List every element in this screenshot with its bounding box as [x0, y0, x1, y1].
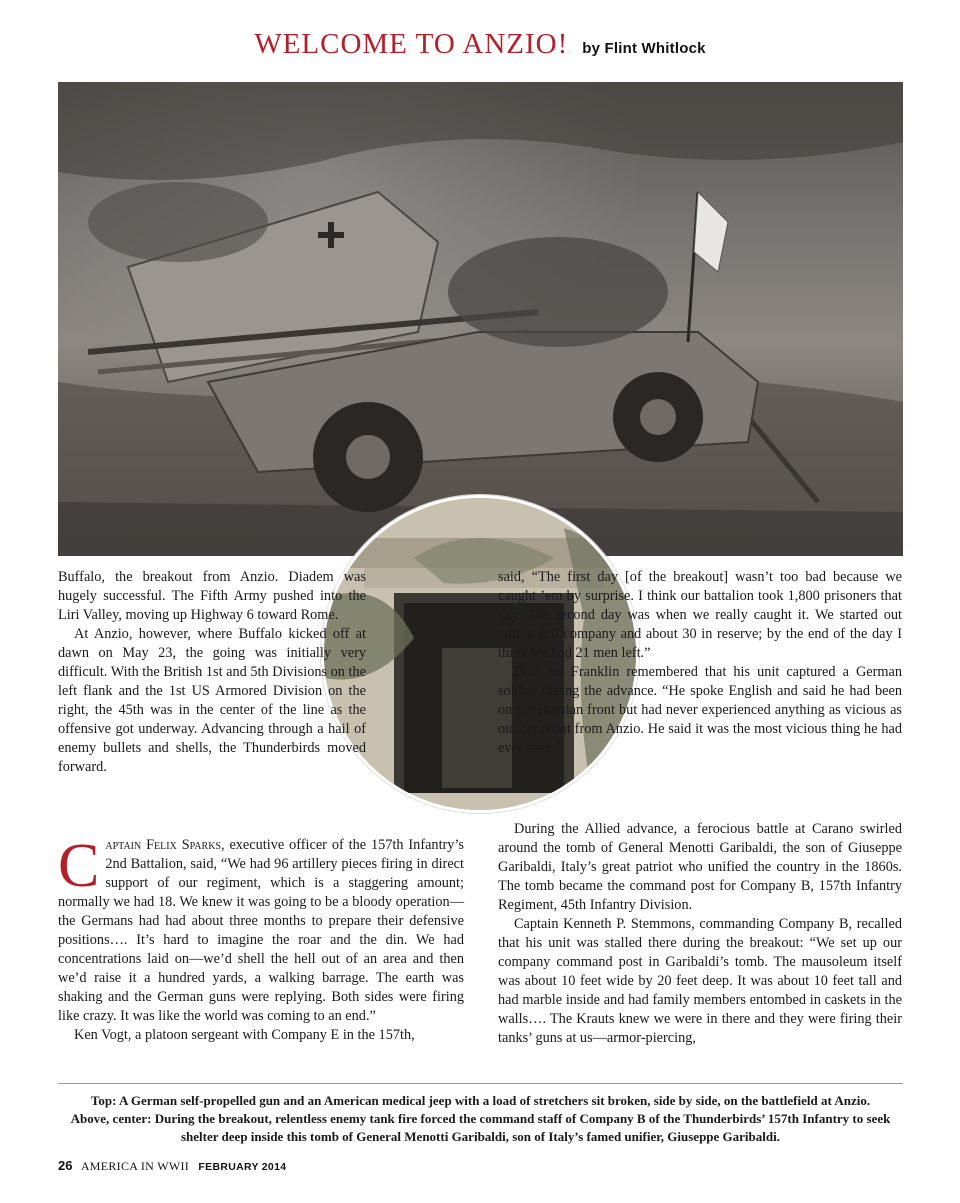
paragraph: During the Allied advance, a ferocious battle at Carano swirled around the tomb of General Menotti Garibaldi, the son of Giuseppe Garibaldi, Italy’s great patriot who unified the country in the 1860s. The tomb became the command post for Company B, 157th Infantry Regiment, 45th Infantry Division.	[498, 821, 902, 913]
paragraph: said, “The first day [of the breakout] wasn’t too bad because we caught ’em by surprise. I think our battalion took 1,800 prisoners that day. The second day was when we really caught it. We started out with a full company and about 30 in reserve; by the end of the day I think we had 21 men left.”	[498, 569, 902, 661]
magazine-name: AMERICA IN WWII	[80, 1159, 190, 1173]
page-number: 26	[58, 1158, 73, 1173]
title-row	[0, 28, 960, 61]
right-column-top	[498, 568, 902, 758]
caption-line: Above, center: During the breakout, relentless enemy tank fire forced the command staff of Company B of the Thunderbirds’ 157th Infantry to seek shelter deep inside this tomb of General Menotti Garibaldi, son of Italy’s famed unifier, Giuseppe Garibaldi.	[70, 1111, 891, 1144]
article-title: WELCOME TO ANZIO!	[254, 28, 569, 60]
caption-divider	[58, 1083, 903, 1084]
paragraph: At Anzio, however, where Buffalo kicked off at dawn on May 23, the going was initially very difficult. With the British 1st and 5th Divisions on the left flank and the 1st US Armored Division on the right, the 45th was in the center of the line as the offensive got underway. Advancing through a hail of enemy bullets and shells, the Thunderbirds moved forward.	[58, 626, 366, 775]
paragraph	[58, 832, 464, 1026]
byline: by Flint Whitlock	[582, 40, 706, 57]
paragraph: Buffalo, the breakout from Anzio. Diadem was hugely successful. The Fifth Army pushed into the Liri Valley, moving up Highway 6 toward Rome.	[58, 569, 366, 623]
paragraph: Doc Joe Franklin remembered that his unit captured a German soldier during the advance. “He spoke English and said he had been on the Russian front but had never experienced anything as vicious as our breakout from Anzio. He said it was the most vicious thing he had ever seen.”	[498, 664, 902, 756]
page-footer	[58, 1158, 286, 1174]
caption-line: Top: A German self-propelled gun and an American medical jeep with a load of stretchers sit broken, side by side, on the battlefield at Anzio.	[90, 1093, 871, 1108]
drop-cap: C	[58, 832, 100, 900]
left-column-bottom	[58, 832, 464, 1045]
battlefield-photo	[58, 82, 903, 556]
lead-in: aptain Felix Sparks	[105, 837, 221, 853]
left-column-top	[58, 568, 366, 777]
photo-caption	[58, 1092, 903, 1146]
battlefield-photo-drawing	[58, 82, 903, 556]
issue-date: FEBRUARY 2014	[198, 1161, 287, 1173]
paragraph: Captain Kenneth P. Stemmons, commanding Company B, recalled that his unit was stalled there during the breakout: “We set up our company command post in Garibaldi’s tomb. The mausoleum itself was about 10 feet wide by 20 feet deep. It was about 10 feet tall and had marble inside and had family members entombed in caskets in the walls…. The Krauts knew we were in there and they were firing their tanks’ guns at us—armor-piercing,	[498, 916, 902, 1046]
paragraph: Ken Vogt, a platoon sergeant with Company E in the 157th,	[74, 1027, 415, 1043]
right-column-bottom	[498, 820, 902, 1048]
paragraph-text: , executive officer of the 157th Infantry’s 2nd Battalion, said, “We had 96 artillery pieces firing in direct support of our regiment, which is a staggering amount; normally we had 18. We knew it was going to be a bloody operation—the Germans had had about three months to prepare their defensive positions…. It’s hard to imagine the roar and the din. We had concentrations laid on—we’d shell the hell out of an area and then we’d raise it a hundred yards, a walking barrage. The earth was shaking and the German guns were replying. Both sides were firing like crazy. It was like the world was coming to an end.”	[58, 837, 464, 1024]
